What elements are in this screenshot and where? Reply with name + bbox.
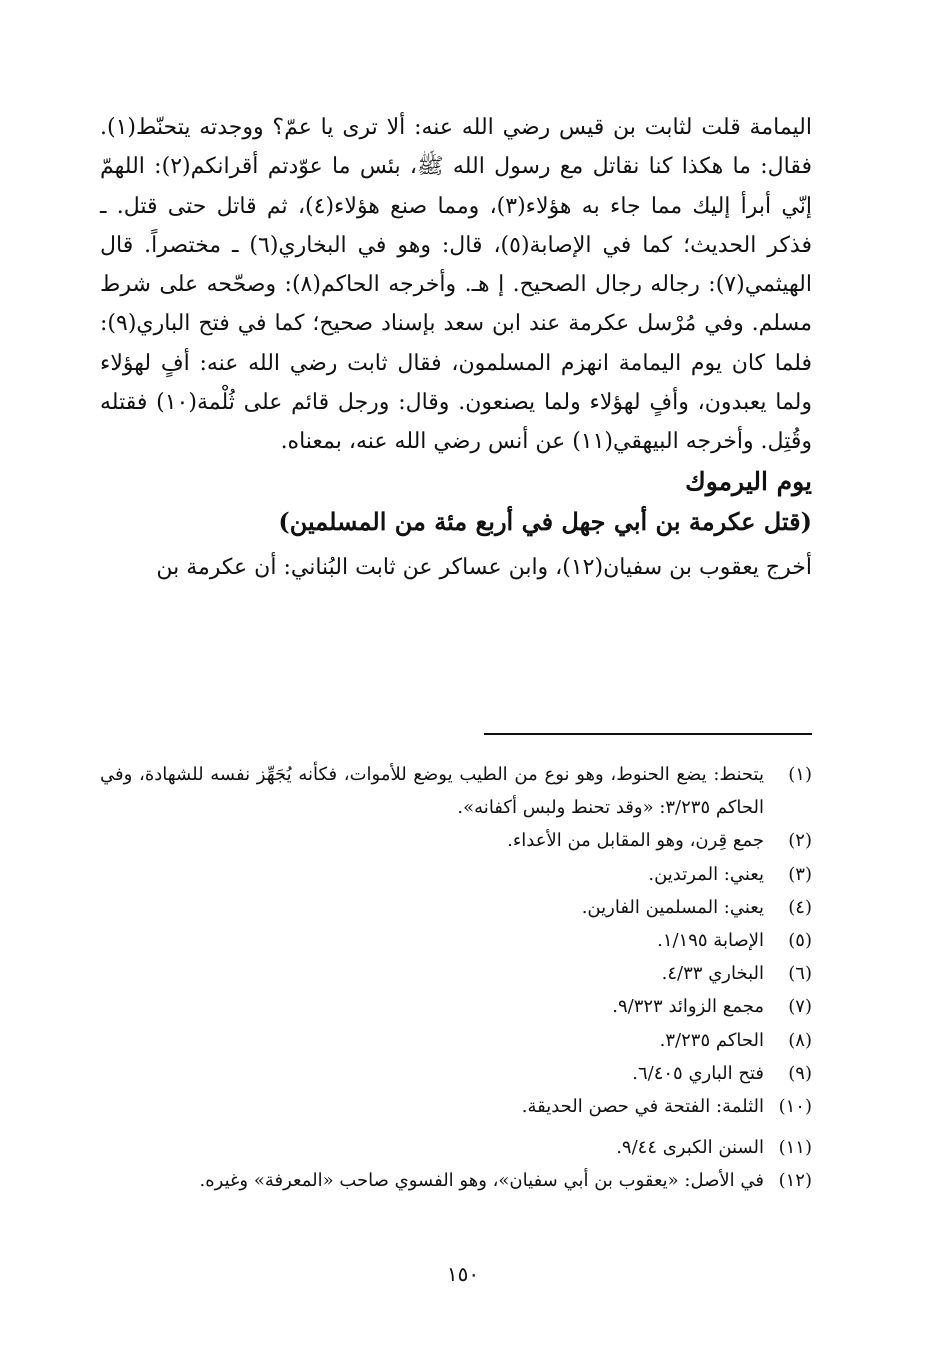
footnote-text: الحاكم ٣/٢٣٥.: [659, 1029, 764, 1051]
footnote: [100, 891, 812, 924]
footnote: [100, 858, 812, 891]
footnote-text: الإصابة ١/١٩٥.: [657, 930, 764, 952]
footnote-number: (١): [788, 764, 812, 785]
footnote: [100, 1090, 812, 1123]
footnote-number: (٨): [788, 1029, 812, 1051]
footnote-text: يتحنط: يضع الحنوط، وهو نوع من الطيب يوضع للأموات، فكأنه يُجَهِّز نفسه للشهادة، وفي الحاكم ٣/٢٣٥: «وقد تحنط ولبس أكفانه».: [100, 764, 764, 819]
footnote-text: الثلمة: الفتحة في حصن الحديقة.: [521, 1096, 764, 1118]
footnote: [100, 1057, 812, 1090]
footnote-text: فتح الباري ٦/٤٠٥.: [632, 1062, 764, 1084]
page-number: ١٥٠: [446, 1262, 480, 1286]
footnote-text: في الأصل: «يعقوب بن أبي سفيان»، وهو الفسوي صاحب «المعرفة» وغيره.: [199, 1170, 764, 1192]
footnote-number: (٤): [788, 896, 812, 918]
footnote-number: (٩): [788, 1062, 812, 1084]
footnote-text: يعني: المرتدين.: [648, 863, 764, 885]
footnote-number: (٦): [788, 963, 812, 985]
footnote-text: جمع قِرن، وهو المقابل من الأعداء.: [507, 830, 764, 852]
main-text: [100, 108, 812, 587]
footnote: [100, 758, 812, 824]
footnote-number: (٧): [788, 996, 812, 1018]
body-paragraph: اليمامة قلت لثابت بن قيس رضي الله عنه: ألا ترى يا عمّ؟ ووجدته يتحنّط(١). فقال: ما هكذا كنا نقاتل مع رسول الله ﷺ، بئس ما عوّدتم أقرانكم(٢): اللهمّ إنّي أبرأ إليك مما جاء به هؤلاء(٣)، ومما صنع هؤلاء(٤)، ثم قاتل حتى قتل. ـ فذكر الحديث؛ كما في الإصابة(٥)، قال: وهو في البخاري(٦) ـ مختصراً. قال الهيثمي(٧): رجاله رجال الصحيح. إ هـ. وأخرجه الحاكم(٨): وصحّحه على شرط مسلم. وفي مُرْسل عكرمة عند ابن سعد بإسناد صحيح؛ كما في فتح الباري(٩): فلما كان يوم اليمامة انهزم المسلمون، فقال ثابت رضي الله عنه: أفٍ لهؤلاء ولما يعبدون، وأفٍ لهؤلاء ولما يصنعون. وقال: ورجل قائم على ثُلْمة(١٠) فقتله وقُتِل. وأخرجه البيهقي(١١) عن أنس رضي الله عنه، بمعناه.: [100, 115, 812, 455]
footnote: [100, 824, 812, 857]
footnote-number: (٣): [788, 863, 812, 885]
footnote-text: يعني: المسلمين الفارين.: [581, 896, 764, 918]
footnote: [100, 1024, 812, 1057]
footnote: [100, 1131, 812, 1164]
footnote-divider: [484, 733, 812, 735]
footnote-text: البخاري ٤/٣٣.: [661, 963, 764, 985]
footnote-number: (٢): [788, 830, 812, 852]
footnote-number: (١٢): [778, 1170, 812, 1192]
footnote-text: مجمع الزوائد ٩/٣٢٣.: [612, 996, 764, 1018]
footnote-number: (١٠): [778, 1096, 812, 1118]
footnote-number: (٥): [788, 930, 812, 952]
footnote: [100, 957, 812, 990]
footnote: [100, 924, 812, 957]
body-paragraph-continued: أخرج يعقوب بن سفيان(١٢)، وابن عساكر عن ثابت البُناني: أن عكرمة بن: [156, 554, 812, 580]
footnote: [100, 990, 812, 1023]
footnote: [100, 1164, 812, 1197]
section-subheading: (قتل عكرمة بن أبي جهل في أربع مئة من المسلمين): [278, 506, 812, 536]
footnote-text: السنن الكبرى ٩/٤٤.: [616, 1137, 764, 1159]
footnote-number: (١١): [778, 1137, 812, 1159]
section-heading: يوم اليرموك: [685, 466, 812, 496]
footnotes: [100, 758, 812, 1198]
